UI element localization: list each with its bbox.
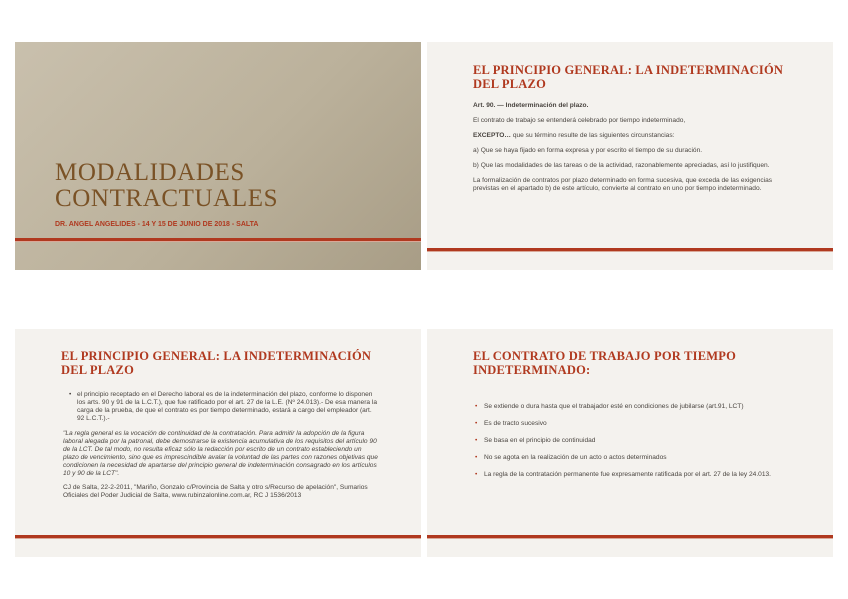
accent-rule [427,248,833,252]
list-item: • Es de tracto sucesivo [475,420,791,428]
cover-title-line-2: CONTRACTUALES [55,185,279,212]
quote: "La regla general es la vocación de continuidad de la contratación. Para admitir la adopción de la figura laboral alegada por la patronal, debe demostrarse la existencia acumulativa de los requisitos del artículo 90 de la LCT. De tal modo, no resulta eficaz sólo la redacción por escrito de un contrato estableciendo un plazo de vencimiento, sino que es imprescindible avalar la voluntad de las partes con razones objetivas que condicionen la necesidad de apartarse del principio general de indeterminación consagrado en los artículos 10 y 90 de la LCT". [63,430,378,477]
slide-cover [15,42,421,270]
slide-body [475,403,791,488]
slide-title: EL PRINCIPIO GENERAL: LA INDETERMINACIÓN DEL PLAZO [473,63,784,91]
article-heading: Art. 90. — Indeterminación del plazo. [473,102,589,109]
excepto-label: EXCEPTO… [473,132,511,139]
paragraph: El contrato de trabajo se entenderá celebrado por tiempo indeterminado, [473,117,686,124]
bullet-list [63,391,379,423]
slide-principio-general-jurisprudencia [15,329,421,557]
paragraph: b) Que las modalidades de las tareas o de la actividad, razonablemente apreciadas, así lo justifiquen. [473,162,770,169]
paragraph: a) Que se haya fijado en forma expresa y por escrito el tiempo de su duración. [473,147,703,154]
slide-title: EL CONTRATO DE TRABAJO POR TIEMPO INDETERMINADO: [473,349,737,377]
slide-body [63,391,379,506]
citation: CJ de Salta, 22-2-2011, "Mariño, Gonzalo c/Provincia de Salta y otro s/Recurso de apelación", Sumarios Oficiales del Poder Judicial de Salta, www.rubinzalonline.com.ar, RC J 1536/2013 [63,484,368,499]
list-item: • el principio receptado en el Derecho laboral es de la indeterminación del plazo, conforme lo disponen los arts. 90 y 91 de la L.C.T.), que fue ratificado por el art. 27 de la L.E. (Nº 24.013).- De esa manera la carga de la prueba, de que el contrato es por tiempo determinado, estará a cargo del empleador (art. 92 L.C.T.).- [71,391,379,423]
list-item: • Se extiende o dura hasta que el trabajador esté en condiciones de jubilarse (art.91, LCT) [475,403,791,411]
slide-title: EL PRINCIPIO GENERAL: LA INDETERMINACIÓN DEL PLAZO [61,349,372,377]
list-item: • No se agota en la realización de un acto o actos determinados [475,454,791,462]
paragraph-excepto [473,132,789,140]
bullet-list [475,403,791,479]
slide-body [473,102,789,202]
accent-rule [15,238,421,242]
excepto-text: que su término resulte de las siguientes circunstancias: [511,132,675,139]
cover-title [55,160,278,212]
accent-rule [15,535,421,539]
list-item: • Se basa en el principio de continuidad [475,437,791,445]
accent-rule [427,535,833,539]
cover-subtitle: DR. ANGEL ANGELIDES - 14 Y 15 DE JUNIO DE 2018 - SALTA [55,221,259,228]
list-item: • La regla de la contratación permanente fue expresamente ratificada por el art. 27 de la ley 24.013. [475,471,791,479]
paragraph: La formalización de contratos por plazo determinado en forma sucesiva, que exceda de las exigencias previstas en el apartado b) de este artículo, convierte al contrato en uno por tiempo indeterminado. [473,177,773,192]
cover-title-line-1: MODALIDADES [55,159,245,186]
slide-principio-general-articulo [427,42,833,270]
slide-contrato-tiempo-indeterminado [427,329,833,557]
